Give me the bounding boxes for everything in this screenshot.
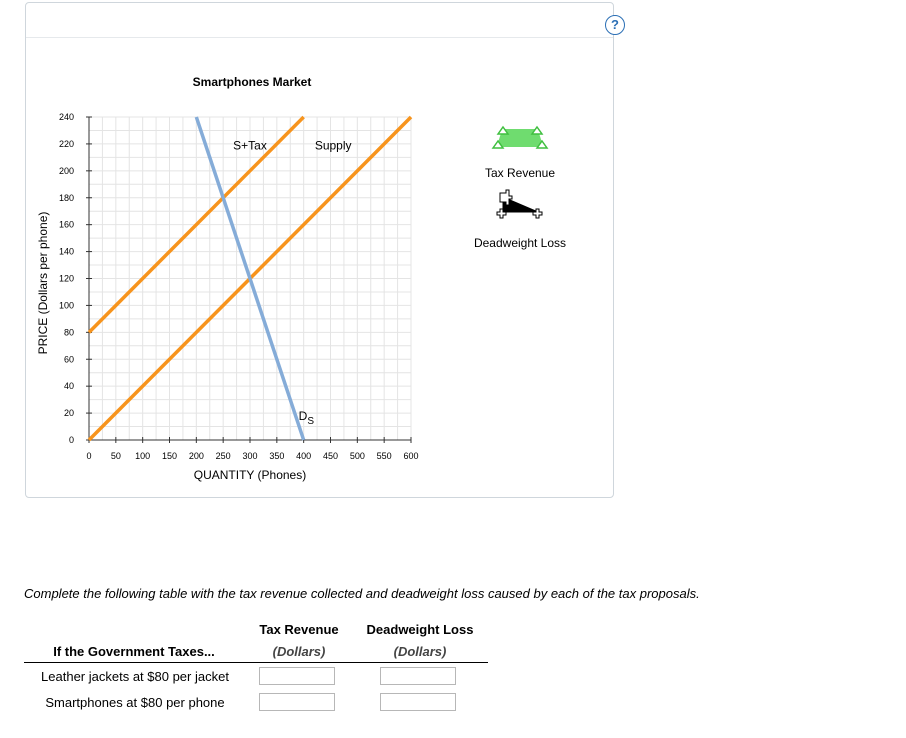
table-header-rule	[24, 662, 488, 663]
help-icon[interactable]: ?	[605, 15, 625, 35]
leather-jackets-tax-revenue-input[interactable]	[259, 667, 335, 685]
y-tick-label: 220	[58, 138, 74, 149]
col-tax-revenue-header: Tax Revenue	[259, 622, 339, 637]
x-tick-label: 100	[135, 451, 151, 461]
y-tick-label: 240	[58, 112, 74, 122]
supply-label: Supply	[314, 138, 352, 153]
x-tick-label: 200	[188, 451, 204, 461]
x-tick-label: 0	[86, 451, 92, 461]
y-tick-label: 40	[63, 381, 74, 392]
col-tax-revenue-unit: (Dollars)	[272, 644, 326, 659]
x-tick-label: 300	[242, 451, 258, 461]
y-tick-label: 80	[63, 327, 74, 338]
x-tick-label: 400	[296, 451, 312, 461]
x-tick-label: 550	[376, 451, 392, 461]
y-tick-label: 120	[58, 273, 74, 284]
chart-title: Smartphones Market	[192, 75, 312, 89]
y-tick-label: 0	[68, 435, 74, 445]
col-deadweight-loss-header: Deadweight Loss	[366, 622, 474, 637]
y-tick-label: 20	[63, 408, 74, 419]
y-tick-label: 100	[58, 300, 74, 311]
instruction-text: Complete the following table with the tax revenue collected and deadweight loss caused by each of the tax proposals.	[24, 586, 700, 601]
y-tick-label: 160	[58, 219, 74, 230]
col-row-header: If the Government Taxes...	[53, 644, 215, 659]
x-tick-label: 50	[110, 451, 121, 461]
s-tax-label: S+Tax	[233, 138, 267, 153]
y-tick-label: 200	[58, 165, 74, 176]
x-tick-label: 450	[322, 451, 339, 461]
row-label-smartphones: Smartphones at $80 per phone	[45, 695, 225, 710]
deadweight-loss-legend-label: Deadweight Loss	[473, 236, 567, 250]
x-tick-label: 500	[349, 451, 365, 461]
y-axis-label: PRICE (Dollars per phone)	[36, 211, 50, 355]
smartphones-tax-revenue-input[interactable]	[259, 693, 335, 711]
leather-jackets-deadweight-loss-input[interactable]	[380, 667, 456, 685]
x-axis-label: QUANTITY (Phones)	[193, 468, 307, 482]
smartphones-deadweight-loss-input[interactable]	[380, 693, 456, 711]
deadweight-loss-tool[interactable]	[497, 190, 542, 218]
x-tick-label: 150	[161, 451, 178, 461]
y-tick-label: 140	[58, 246, 74, 257]
x-tick-label: 250	[215, 451, 231, 461]
y-tick-label: 180	[58, 192, 74, 203]
demand-label: $D_S$	[298, 408, 315, 427]
tax-revenue-legend-label: Tax Revenue	[484, 166, 556, 180]
x-tick-label: 600	[403, 451, 419, 461]
row-label-leather-jackets: Leather jackets at $80 per jacket	[41, 669, 229, 684]
tax-revenue-tool[interactable]	[493, 127, 547, 148]
y-tick-label: 60	[63, 354, 74, 365]
col-deadweight-loss-unit: (Dollars)	[393, 644, 447, 659]
x-tick-label: 350	[269, 451, 285, 461]
